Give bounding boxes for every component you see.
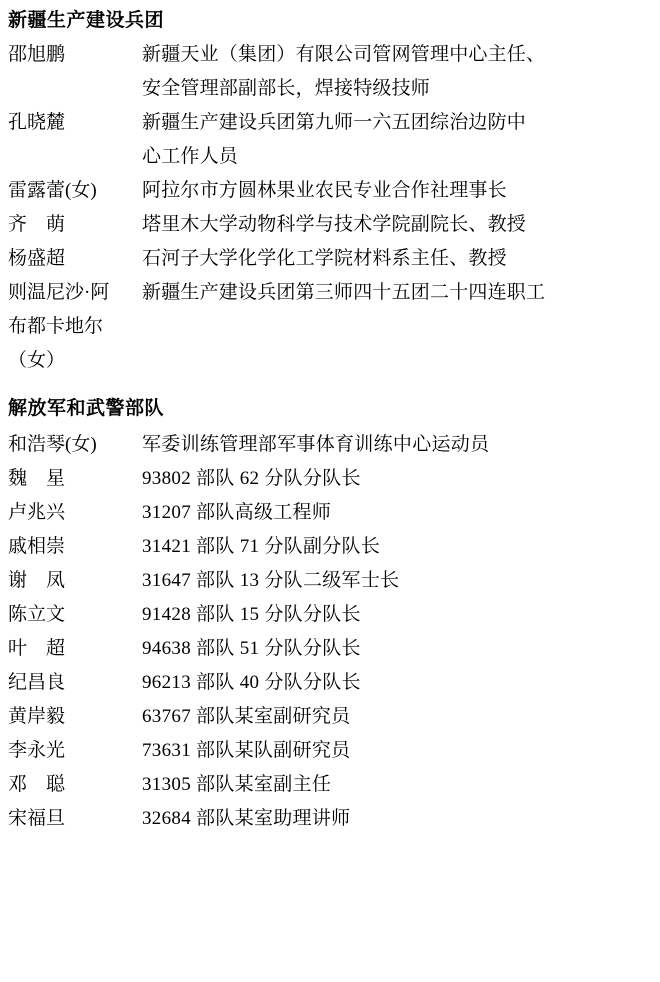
person-description: 93802 部队 62 分队分队长 bbox=[142, 468, 361, 489]
list-item bbox=[8, 734, 650, 768]
person-name: 孔晓麓 bbox=[8, 112, 66, 133]
person-name: 李永光 bbox=[8, 740, 66, 761]
description-line: 新疆天业（集团）有限公司管网管理中心主任、 bbox=[142, 44, 546, 65]
person-name: 谢 凤 bbox=[8, 570, 66, 591]
person-description: 阿拉尔市方圆林果业农民专业合作社理事长 bbox=[142, 180, 507, 201]
list-item bbox=[8, 530, 650, 564]
person-name: 宋福旦 bbox=[8, 808, 66, 829]
person-description: 石河子大学化学化工学院材料系主任、教授 bbox=[142, 248, 507, 269]
list-item bbox=[8, 242, 650, 276]
person-name: 和浩琴(女) bbox=[8, 434, 97, 455]
list-item bbox=[8, 700, 650, 734]
person-name: 邓 聪 bbox=[8, 774, 66, 795]
description-line: 安全管理部副部长，焊接特级技师 bbox=[142, 78, 431, 99]
person-name: 陈立文 bbox=[8, 604, 66, 625]
person-description: 塔里木大学动物科学与技术学院副院长、教授 bbox=[142, 214, 527, 235]
list-item bbox=[8, 666, 650, 700]
person-name: 齐 萌 bbox=[8, 214, 66, 235]
list-item bbox=[8, 496, 650, 530]
list-item bbox=[8, 38, 650, 106]
person-description: 31647 部队 13 分队二级军士长 bbox=[142, 570, 400, 591]
list-item bbox=[8, 174, 650, 208]
person-description: 73631 部队某队副研究员 bbox=[142, 740, 351, 761]
person-description: 军委训练管理部军事体育训练中心运动员 bbox=[142, 434, 490, 455]
person-description bbox=[142, 106, 650, 174]
person-description: 新疆生产建设兵团第三师四十五团二十四连职工 bbox=[142, 282, 546, 303]
person-name: 戚相崇 bbox=[8, 536, 66, 557]
person-name: 魏 星 bbox=[8, 468, 66, 489]
list-item bbox=[8, 106, 650, 174]
person-description: 91428 部队 15 分队分队长 bbox=[142, 604, 361, 625]
person-description: 31207 部队高级工程师 bbox=[142, 502, 332, 523]
list-item bbox=[8, 428, 650, 462]
person-name: 黄岸毅 bbox=[8, 706, 66, 727]
list-item bbox=[8, 598, 650, 632]
person-description: 63767 部队某室副研究员 bbox=[142, 706, 351, 727]
person-name-continuation: （女） bbox=[8, 350, 66, 371]
description-line: 心工作人员 bbox=[142, 146, 239, 167]
person-name: 邵旭鹏 bbox=[8, 44, 66, 65]
person-description: 96213 部队 40 分队分队长 bbox=[142, 672, 361, 693]
person-name: 杨盛超 bbox=[8, 248, 66, 269]
person-name: 纪昌良 bbox=[8, 672, 66, 693]
description-line: 新疆生产建设兵团第九师一六五团综治边防中 bbox=[142, 112, 527, 133]
person-name: 则温尼沙·阿 bbox=[8, 282, 110, 303]
person-description: 31421 部队 71 分队副分队长 bbox=[142, 536, 381, 557]
list-item bbox=[8, 208, 650, 242]
person-description bbox=[142, 38, 650, 106]
person-name: 雷露蕾(女) bbox=[8, 180, 97, 201]
person-description: 32684 部队某室助理讲师 bbox=[142, 808, 351, 829]
list-item bbox=[8, 768, 650, 802]
section-pla-and-armed-police bbox=[8, 394, 650, 836]
person-description: 31305 部队某室副主任 bbox=[142, 774, 332, 795]
person-name-continuation: 布都卡地尔 bbox=[8, 316, 104, 337]
section-xinjiang-corps bbox=[8, 6, 650, 378]
person-name: 卢兆兴 bbox=[8, 502, 66, 523]
person-description: 94638 部队 51 分队分队长 bbox=[142, 638, 361, 659]
section-heading: 解放军和武警部队 bbox=[8, 398, 165, 419]
list-item bbox=[8, 462, 650, 496]
list-item bbox=[8, 564, 650, 598]
list-item bbox=[8, 802, 650, 836]
list-item bbox=[8, 276, 650, 310]
list-item bbox=[8, 632, 650, 666]
section-heading: 新疆生产建设兵团 bbox=[8, 10, 165, 31]
person-name: 叶 超 bbox=[8, 638, 66, 659]
